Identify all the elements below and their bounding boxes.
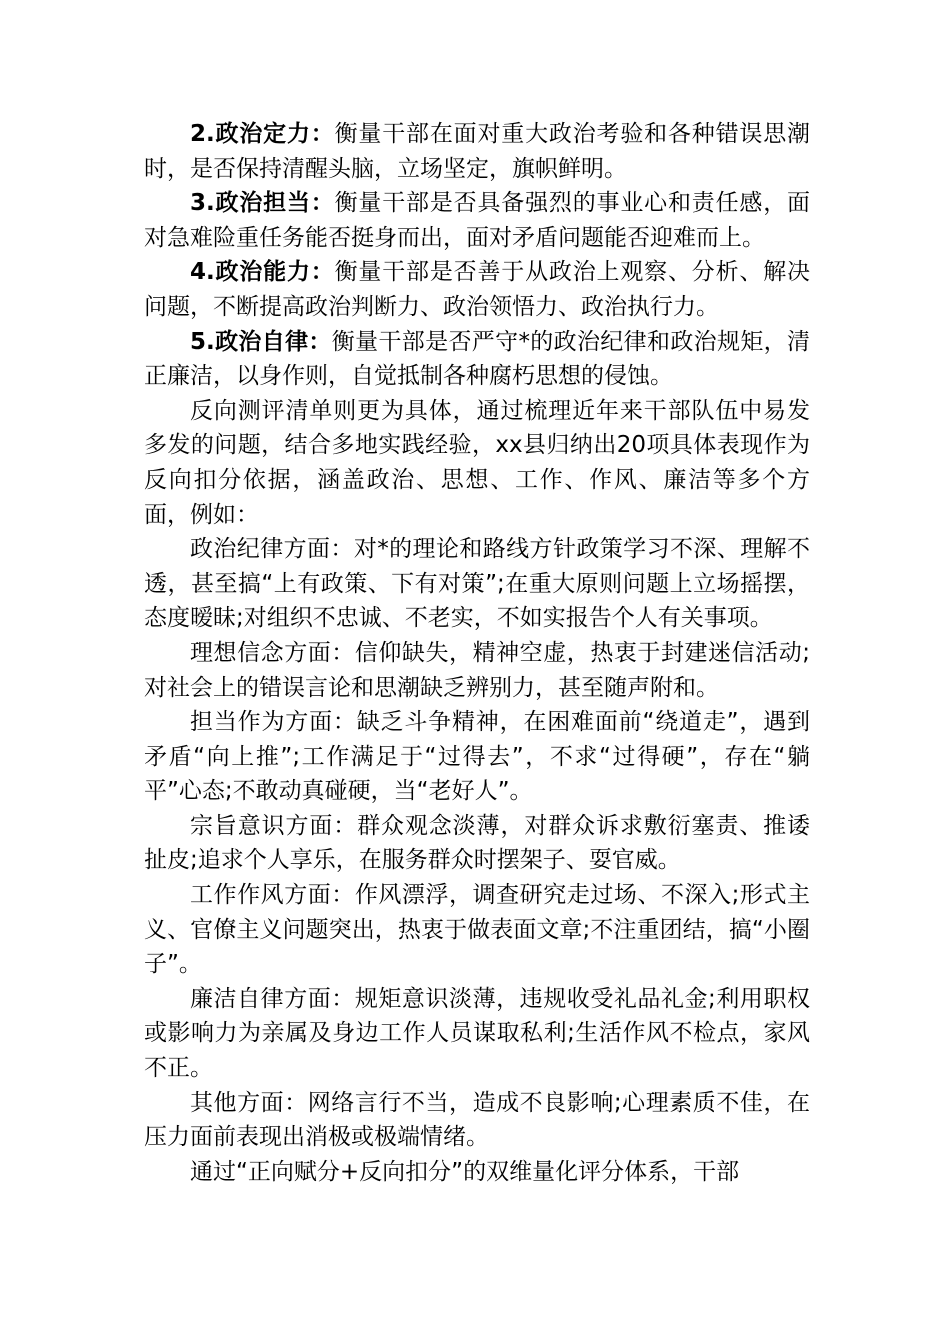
paragraph-responsibility-action: 担当作为方面：缺乏斗争精神，在困难面前“绕道走”，遇到矛盾“向上推”;工作满足于“过得去”，不求“过得硬”，存在“躺平”心态;不敢动真碰硬，当“老好人”。 bbox=[144, 709, 810, 805]
paragraph-other-aspects: 其他方面：网络言行不当，造成不良影响;心理素质不佳，在压力面前表现出消极或极端情绪。 bbox=[144, 1089, 810, 1151]
paragraph-negative-list-intro: 反向测评清单则更为具体，通过梳理近年来干部队伍中易发多发的问题，结合多地实践经验，xx县归纳出20项具体表现作为反向扣分依据，涵盖政治、思想、工作、作风、廉洁等多个方面，例如： bbox=[144, 397, 810, 528]
criterion-political-responsibility bbox=[144, 186, 810, 255]
criterion-heading: 3.政治担当： bbox=[190, 190, 335, 217]
paragraph-purpose-awareness: 宗旨意识方面：群众观念淡薄，对群众诉求敷衍塞责、推诿扯皮;追求个人享乐，在服务群众时摆架子、耍官威。 bbox=[144, 812, 810, 874]
criterion-heading: 5.政治自律： bbox=[190, 328, 332, 355]
criterion-political-stability bbox=[144, 117, 810, 186]
criterion-text: 衡量干部是否严守*的政治纪律和政治规矩，清正廉洁，以身作则，自觉抵制各种腐朽思想的侵蚀。 bbox=[144, 328, 810, 390]
criterion-political-ability bbox=[144, 255, 810, 324]
document-page bbox=[144, 117, 810, 1189]
paragraph-scoring-system: 通过“正向赋分+反向扣分”的双维量化评分体系，干部 bbox=[190, 1158, 740, 1185]
paragraph-ideals-beliefs: 理想信念方面：信仰缺失，精神空虚，热衷于封建迷信活动;对社会上的错误言论和思潮缺乏辨别力，甚至随声附和。 bbox=[144, 639, 810, 701]
paragraph-political-discipline: 政治纪律方面：对*的理论和路线方针政策学习不深、理解不透，甚至搞“上有政策、下有对策”;在重大原则问题上立场摇摆，态度暧昧;对组织不忠诚、不老实，不如实报告个人有关事项。 bbox=[144, 536, 810, 632]
criterion-text: 衡量干部是否具备强烈的事业心和责任感，面对急难险重任务能否挺身而出，面对矛盾问题能否迎难而上。 bbox=[144, 190, 810, 251]
paragraph-integrity: 廉洁自律方面：规矩意识淡薄，违规收受礼品礼金;利用职权或影响力为亲属及身边工作人员谋取私利;生活作风不检点，家风不正。 bbox=[144, 985, 810, 1082]
paragraph-work-style: 工作作风方面：作风漂浮，调查研究走过场、不深入;形式主义、官僚主义问题突出，热衷于做表面文章;不注重团结，搞“小圈子”。 bbox=[144, 882, 810, 978]
criterion-heading: 2.政治定力： bbox=[190, 121, 335, 147]
criterion-heading: 4.政治能力： bbox=[190, 259, 335, 286]
criterion-political-self-discipline bbox=[144, 325, 810, 394]
criterion-text: 衡量干部是否善于从政治上观察、分析、解决问题，不断提高政治判断力、政治领悟力、政治执行力。 bbox=[144, 259, 810, 320]
criterion-text: 衡量干部在面对重大政治考验和各种错误思潮时，是否保持清醒头脑，立场坚定，旗帜鲜明。 bbox=[144, 121, 810, 182]
